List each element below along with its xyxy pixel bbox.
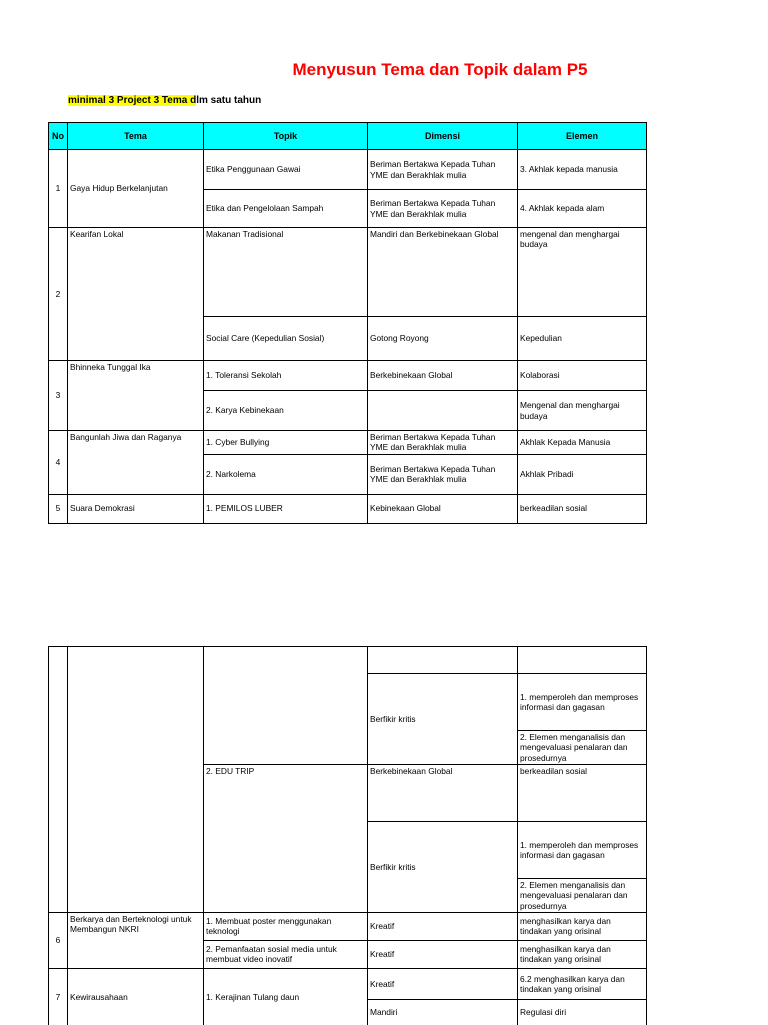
cell-tema: Bangunlah Jiwa dan Raganya [68,431,204,495]
cell-topik: Social Care (Kepedulian Sosial) [204,317,368,361]
cell-no [49,647,68,913]
cell-tema: Kearifan Lokal [68,228,204,361]
subtitle-highlight: minimal 3 Project 3 Tema d [68,95,197,106]
cell-elemen: Kolaborasi [518,361,647,391]
header-dimensi: Dimensi [368,123,518,150]
table-row [49,647,647,674]
cell-no: 4 [49,431,68,495]
cell-topik: Etika dan Pengelolaan Sampah [204,190,368,228]
cell-elemen: 1. memperoleh dan memproses informasi dan gagasan [518,674,647,731]
cell-dimensi: Kebinekaan Global [368,494,518,523]
cell-no: 6 [49,912,68,968]
cell-elemen: menghasilkan karya dan tindakan yang orisinal [518,940,647,968]
cell-topik: Etika Penggunaan Gawai [204,150,368,190]
header-elemen: Elemen [518,123,647,150]
cell-topik: Makanan Tradisional [204,228,368,317]
cell-dimensi: Mandiri dan Berkebinekaan Global [368,228,518,317]
cell-tema: Suara Demokrasi [68,494,204,523]
cell-tema: Berkarya dan Berteknologi untuk Membangun NKRI [68,912,204,968]
cell-elemen: Mengenal dan menghargai budaya [518,391,647,431]
cell-dimensi: Berkebinekaan Global [368,765,518,822]
cell-dimensi: Kreatif [368,912,518,940]
cell-dimensi: Berfikir kritis [368,674,518,765]
table-row [49,150,647,190]
header-no: No [49,123,68,150]
cell-elemen: Regulasi diri [518,999,647,1025]
cell-dimensi: Kreatif [368,968,518,999]
table-row [49,228,647,317]
cell-tema: Kewirausahaan [68,968,204,1025]
cell-elemen: Kepedulian [518,317,647,361]
cell-elemen: 2. Elemen menganalisis dan mengevaluasi penalaran dan prosedurnya [518,731,647,765]
cell-topik: 1. Cyber Bullying [204,431,368,455]
table-header-row [49,123,647,150]
cell-no: 1 [49,150,68,228]
cell-topik: 1. Kerajinan Tulang daun [204,968,368,1025]
cell-elemen: Akhlak Kepada Manusia [518,431,647,455]
table-row [49,431,647,455]
table-row [49,968,647,999]
cell-elemen: 1. memperoleh dan memproses informasi dan gagasan [518,822,647,879]
cell-tema: Bhinneka Tunggal Ika [68,361,204,431]
cell-dimensi [368,647,518,674]
subtitle-rest: lm satu tahun [196,95,262,106]
cell-elemen: berkeadilan sosial [518,494,647,523]
cell-topik: 1. Toleransi Sekolah [204,361,368,391]
cell-topik: 1. PEMILOS LUBER [204,494,368,523]
page-title: Menyusun Tema dan Topik dalam P5 [292,60,588,79]
cell-no: 7 [49,968,68,1025]
cell-elemen: berkeadilan sosial [518,765,647,822]
cell-topik: 2. Narkolema [204,454,368,494]
table-row [49,494,647,523]
cell-topik: 1. Membuat poster menggunakan teknologi [204,912,368,940]
cell-elemen: 4. Akhlak kepada alam [518,190,647,228]
cell-dimensi: Beriman Bertakwa Kepada Tuhan YME dan Berakhlak mulia [368,431,518,455]
cell-elemen: 6.2 menghasilkan karya dan tindakan yang orisinal [518,968,647,999]
cell-topik: 2. Karya Kebinekaan [204,391,368,431]
cell-dimensi: Kreatif [368,940,518,968]
header-topik: Topik [204,123,368,150]
cell-dimensi: Beriman Bertakwa Kepada Tuhan YME dan Berakhlak mulia [368,150,518,190]
table-row [49,912,647,940]
cell-elemen: Akhlak Pribadi [518,454,647,494]
cell-topik [204,647,368,765]
cell-elemen: 3. Akhlak kepada manusia [518,150,647,190]
cell-dimensi: Gotong Royong [368,317,518,361]
table-row [49,361,647,391]
cell-dimensi: Beriman Bertakwa Kepada Tuhan YME dan Berakhlak mulia [368,190,518,228]
cell-no: 5 [49,494,68,523]
cell-dimensi: Berfikir kritis [368,822,518,913]
cell-dimensi: Mandiri [368,999,518,1025]
header-tema: Tema [68,123,204,150]
cell-topik: 2. Pemanfaatan sosial media untuk membuat video inovatif [204,940,368,968]
cell-elemen: 2. Elemen menganalisis dan mengevaluasi penalaran dan prosedurnya [518,879,647,913]
cell-dimensi: Berkebinekaan Global [368,361,518,391]
theme-table-continued [48,646,647,1025]
theme-table [48,122,647,524]
cell-no: 2 [49,228,68,361]
cell-dimensi [368,391,518,431]
cell-tema: Gaya Hidup Berkelanjutan [68,150,204,228]
cell-topik: 2. EDU TRIP [204,765,368,913]
cell-no: 3 [49,361,68,431]
cell-elemen: menghasilkan karya dan tindakan yang orisinal [518,912,647,940]
cell-tema [68,647,204,913]
cell-elemen [518,647,647,674]
cell-elemen: mengenal dan menghargai budaya [518,228,647,317]
subtitle [68,95,261,106]
cell-dimensi: Beriman Bertakwa Kepada Tuhan YME dan Berakhlak mulia [368,454,518,494]
